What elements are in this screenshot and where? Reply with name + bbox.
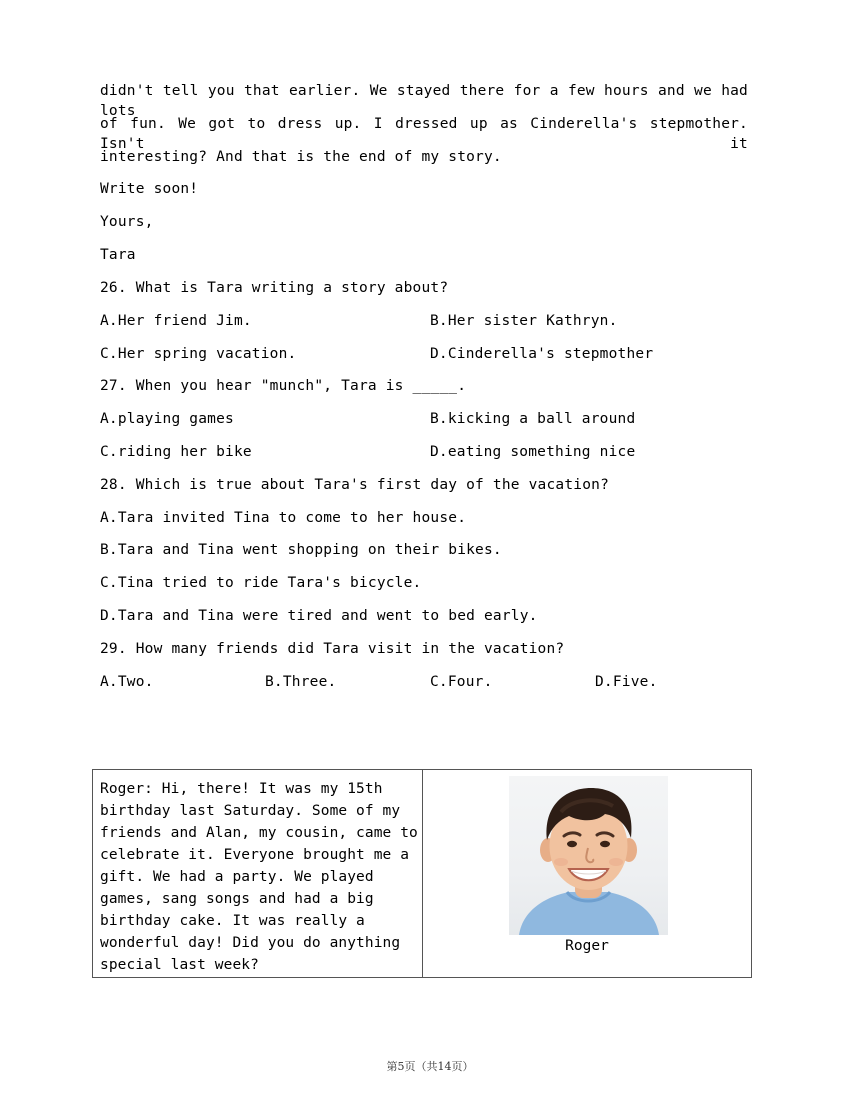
roger-message-line: birthday last Saturday. Some of my [100,803,401,819]
q28-option-c: C.Tina tried to ride Tara's bicycle. [100,575,422,591]
roger-message-line: gift. We had a party. We played [100,869,374,885]
letter-signature: Tara [100,247,136,263]
roger-message-line: birthday cake. It was really a [100,913,365,929]
letter-closing: Write soon! [100,181,199,197]
q29-option-a: A.Two. [100,674,154,690]
roger-message-cell [93,770,423,977]
question-29: 29. How many friends did Tara visit in the vacation? [100,641,565,657]
roger-message-line: games, sang songs and had a big [100,891,374,907]
q27-option-c: C.riding her bike [100,444,252,460]
roger-table [92,769,752,978]
letter-sign-off: Yours, [100,214,154,230]
q27-option-a: A.playing games [100,411,234,427]
question-28: 28. Which is true about Tara's first day of the vacation? [100,477,609,493]
q29-option-b: B.Three. [265,674,337,690]
q26-option-c: C.Her spring vacation. [100,346,297,362]
letter-line-1: didn't tell you that earlier. We stayed there for a few hours and we had lots [100,83,748,119]
q29-option-c: C.Four. [430,674,493,690]
roger-photo [509,776,668,935]
q28-option-b: B.Tara and Tina went shopping on their bikes. [100,542,502,558]
q27-option-b: B.kicking a ball around [430,411,636,427]
letter-line-2: of fun. We got to dress up. I dressed up as Cinderella's stepmother. Isn't it [100,116,748,152]
q28-option-a: A.Tara invited Tina to come to her house. [100,510,467,526]
roger-message-line: celebrate it. Everyone brought me a [100,847,410,863]
q29-option-d: D.Five. [595,674,658,690]
question-26: 26. What is Tara writing a story about? [100,280,449,296]
boy-portrait-illustration [509,776,668,935]
q28-option-d: D.Tara and Tina were tired and went to bed early. [100,608,538,624]
roger-message-line: Roger: Hi, there! It was my 15th [100,781,383,797]
roger-message-line: special last week? [100,957,259,973]
q27-option-d: D.eating something nice [430,444,636,460]
question-27: 27. When you hear "munch", Tara is _____. [100,378,467,394]
roger-photo-caption: Roger [565,938,609,954]
roger-message-line: friends and Alan, my cousin, came to [100,825,418,841]
letter-line-3: interesting? And that is the end of my story. [100,149,502,165]
roger-photo-cell [423,770,751,977]
q26-option-b: B.Her sister Kathryn. [430,313,618,329]
roger-message-line: wonderful day! Did you do anything [100,935,401,951]
q26-option-d: D.Cinderella's stepmother [430,346,654,362]
q26-option-a: A.Her friend Jim. [100,313,252,329]
page-number-footer: 第5页（共14页） [386,1060,474,1073]
